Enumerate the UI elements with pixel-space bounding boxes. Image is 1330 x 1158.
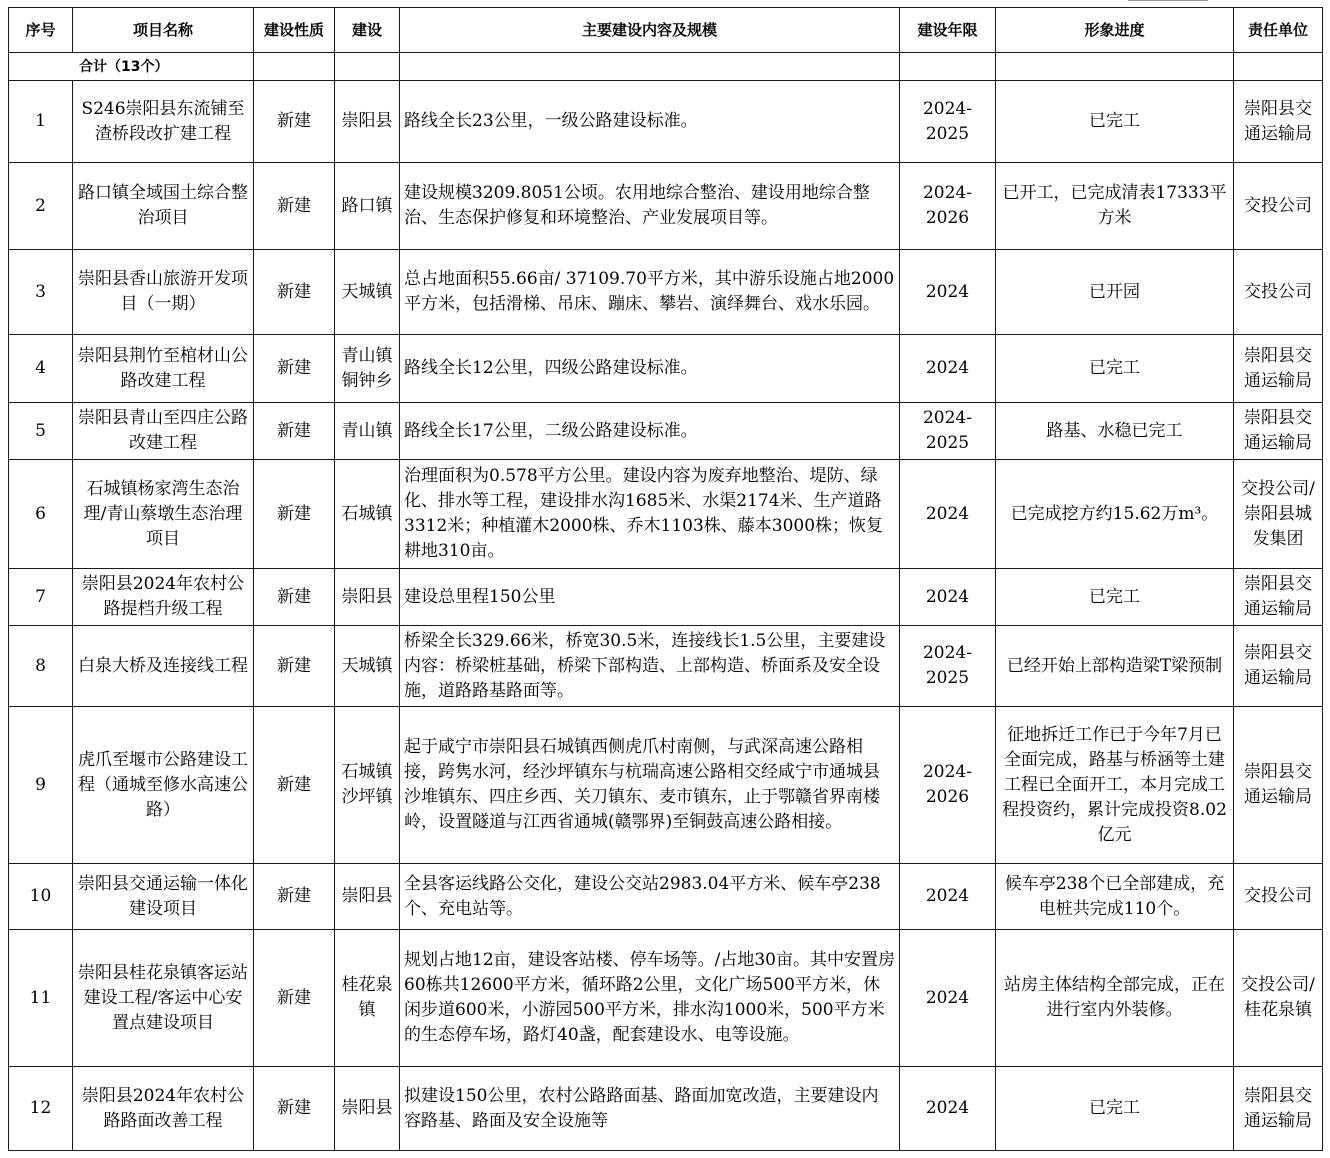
construction-type: 新建: [254, 707, 335, 864]
responsible-unit: 交投公司: [1234, 250, 1323, 335]
project-name: 崇阳县2024年农村公路提档升级工程: [73, 569, 254, 626]
construction-content: 建设总里程150公里: [400, 569, 900, 626]
progress: 已开工，已完成清表17333平方米: [996, 163, 1234, 250]
location: 天城镇: [335, 250, 400, 335]
table-row: [9, 930, 1323, 1067]
progress: 已完工: [996, 81, 1234, 163]
project-name: 崇阳县桂花泉镇客运站建设工程/客运中心安置点建设项目: [73, 930, 254, 1067]
row-number: 12: [9, 1067, 73, 1151]
project-name: 崇阳县荆竹至棺材山公路改建工程: [73, 335, 254, 403]
progress: 站房主体结构全部完成，正在进行室内外装修。: [996, 930, 1234, 1067]
row-number: 2: [9, 163, 73, 250]
header-name: 项目名称: [73, 8, 254, 53]
row-number: 4: [9, 335, 73, 403]
table-row: [9, 81, 1323, 163]
construction-years: 2024-2025: [900, 626, 996, 707]
construction-type: 新建: [254, 163, 335, 250]
progress: 已开园: [996, 250, 1234, 335]
row-number: 7: [9, 569, 73, 626]
header-years: 建设年限: [900, 8, 996, 53]
location: 崇阳县: [335, 569, 400, 626]
table-row: [9, 626, 1323, 707]
table-row: [9, 335, 1323, 403]
responsible-unit: 交投公司: [1234, 864, 1323, 930]
construction-content: 路线全长23公里，一级公路建设标准。: [400, 81, 900, 163]
construction-years: 2024-2026: [900, 707, 996, 864]
table-row: [9, 460, 1323, 569]
construction-type: 新建: [254, 864, 335, 930]
location: 石城镇沙坪镇: [335, 707, 400, 864]
responsible-unit: 崇阳县交通运输局: [1234, 81, 1323, 163]
table-row: [9, 403, 1323, 460]
construction-content: 起于咸宁市崇阳县石城镇西侧虎爪村南侧，与武深高速公路相接，跨隽水河，经沙坪镇东与杭瑞高速公路相交经咸宁市通城县沙堆镇东、四庄乡西、关刀镇东、麦市镇东，止于鄂赣省界南楼岭，设置隧道与江西省通城(赣鄂界)至铜鼓高速公路相接。: [400, 707, 900, 864]
row-number: 9: [9, 707, 73, 864]
table-row: [9, 864, 1323, 930]
project-name: 路口镇全域国土综合整治项目: [73, 163, 254, 250]
project-name: 石城镇杨家湾生态治理/青山蔡墩生态治理项目: [73, 460, 254, 569]
responsible-unit: 崇阳县交通运输局: [1234, 626, 1323, 707]
construction-type: 新建: [254, 335, 335, 403]
location: 天城镇: [335, 626, 400, 707]
construction-type: 新建: [254, 1067, 335, 1151]
construction-type: 新建: [254, 81, 335, 163]
responsible-unit: 崇阳县交通运输局: [1234, 335, 1323, 403]
project-name: 崇阳县交通运输一体化建设项目: [73, 864, 254, 930]
progress: 已完成挖方约15.62万m³。: [996, 460, 1234, 569]
project-table: [8, 7, 1323, 1151]
construction-content: 建设规模3209.8051公顷。农用地综合整治、建设用地综合整治、生态保护修复和环境整治、产业发展项目等。: [400, 163, 900, 250]
construction-content: 桥梁全长329.66米，桥宽30.5米，连接线长1.5公里，主要建设内容：桥梁桩基础，桥梁下部构造、上部构造、桥面系及安全设施，道路路基路面等。: [400, 626, 900, 707]
responsible-unit: 交投公司: [1234, 163, 1323, 250]
project-name: 崇阳县2024年农村公路路面改善工程: [73, 1067, 254, 1151]
construction-years: 2024: [900, 250, 996, 335]
construction-years: 2024: [900, 930, 996, 1067]
row-number: 11: [9, 930, 73, 1067]
construction-content: 全县客运线路公交化，建设公交站2983.04平方米、候车亭238个、充电站等。: [400, 864, 900, 930]
construction-years: 2024-2026: [900, 163, 996, 250]
project-name: S246崇阳县东流铺至渣桥段改扩建工程: [73, 81, 254, 163]
construction-content: 治理面积为0.578平方公里。建设内容为废弃地整治、堤防、绿化、排水等工程，建设排水沟1685米、水渠2174米、生产道路3312米；种植灌木2000株、乔木1103株、藤本3000株；恢复耕地310亩。: [400, 460, 900, 569]
location: 石城镇: [335, 460, 400, 569]
progress: 已完工: [996, 1067, 1234, 1151]
construction-years: 2024: [900, 1067, 996, 1151]
construction-content: 规划占地12亩，建设客站楼、停车场等。/占地30亩。其中安置房60栋共12600平方米，循环路2公里，文化广场500平方米，休闲步道600米，小游园500平方米，排水沟1000米，500平方米的生态停车场，路灯40盏，配套建设水、电等设施。: [400, 930, 900, 1067]
total-row: [9, 53, 1323, 81]
row-number: 10: [9, 864, 73, 930]
construction-years: 2024-2025: [900, 81, 996, 163]
header-no: 序号: [9, 8, 73, 53]
construction-content: 总占地面积55.66亩/ 37109.70平方米，其中游乐设施占地2000平方米，包括滑梯、吊床、蹦床、攀岩、演绎舞台、戏水乐园。: [400, 250, 900, 335]
row-number: 5: [9, 403, 73, 460]
construction-type: 新建: [254, 930, 335, 1067]
progress: 路基、水稳已完工: [996, 403, 1234, 460]
row-number: 6: [9, 460, 73, 569]
header-unit: 责任单位: [1234, 8, 1323, 53]
construction-years: 2024: [900, 460, 996, 569]
progress: 已完工: [996, 335, 1234, 403]
location: 青山镇铜钟乡: [335, 335, 400, 403]
table-row: [9, 569, 1323, 626]
header-progress: 形象进度: [996, 8, 1234, 53]
construction-content: 路线全长17公里，二级公路建设标准。: [400, 403, 900, 460]
location: 崇阳县: [335, 864, 400, 930]
table-row: [9, 163, 1323, 250]
location: 青山镇: [335, 403, 400, 460]
top-edge-line: [1128, 0, 1208, 3]
location: 崇阳县: [335, 1067, 400, 1151]
location: 崇阳县: [335, 81, 400, 163]
construction-content: 路线全长12公里，四级公路建设标准。: [400, 335, 900, 403]
row-number: 1: [9, 81, 73, 163]
location: 桂花泉镇: [335, 930, 400, 1067]
progress: 已经开始上部构造梁T梁预制: [996, 626, 1234, 707]
construction-type: 新建: [254, 250, 335, 335]
total-label: 合计（13个）: [9, 53, 254, 81]
construction-years: 2024: [900, 864, 996, 930]
project-name: 白泉大桥及连接线工程: [73, 626, 254, 707]
header-content: 主要建设内容及规模: [400, 8, 900, 53]
project-name: 虎爪至堰市公路建设工程（通城至修水高速公路）: [73, 707, 254, 864]
row-number: 3: [9, 250, 73, 335]
construction-years: 2024: [900, 335, 996, 403]
construction-type: 新建: [254, 569, 335, 626]
progress: 候车亭238个已全部建成，充电桩共完成110个。: [996, 864, 1234, 930]
header-row: [9, 8, 1323, 53]
header-type: 建设性质: [254, 8, 335, 53]
row-number: 8: [9, 626, 73, 707]
construction-type: 新建: [254, 460, 335, 569]
progress: 已完工: [996, 569, 1234, 626]
table-row: [9, 707, 1323, 864]
construction-type: 新建: [254, 626, 335, 707]
responsible-unit: 交投公司/桂花泉镇: [1234, 930, 1323, 1067]
project-name: 崇阳县青山至四庄公路改建工程: [73, 403, 254, 460]
construction-years: 2024-2025: [900, 403, 996, 460]
table-row: [9, 1067, 1323, 1151]
responsible-unit: 崇阳县交通运输局: [1234, 569, 1323, 626]
construction-content: 拟建设150公里，农村公路路面基、路面加宽改造，主要建设内容路基、路面及安全设施等: [400, 1067, 900, 1151]
responsible-unit: 崇阳县交通运输局: [1234, 403, 1323, 460]
location: 路口镇: [335, 163, 400, 250]
construction-type: 新建: [254, 403, 335, 460]
progress: 征地拆迁工作已于今年7月已全面完成，路基与桥涵等土建工程已全面开工，本月完成工程投资约，累计完成投资8.02亿元: [996, 707, 1234, 864]
project-name: 崇阳县香山旅游开发项目（一期）: [73, 250, 254, 335]
header-location: 建设: [335, 8, 400, 53]
construction-years: 2024: [900, 569, 996, 626]
responsible-unit: 交投公司/崇阳县城发集团: [1234, 460, 1323, 569]
responsible-unit: 崇阳县交通运输局: [1234, 707, 1323, 864]
responsible-unit: 崇阳县交通运输局: [1234, 1067, 1323, 1151]
table-row: [9, 250, 1323, 335]
